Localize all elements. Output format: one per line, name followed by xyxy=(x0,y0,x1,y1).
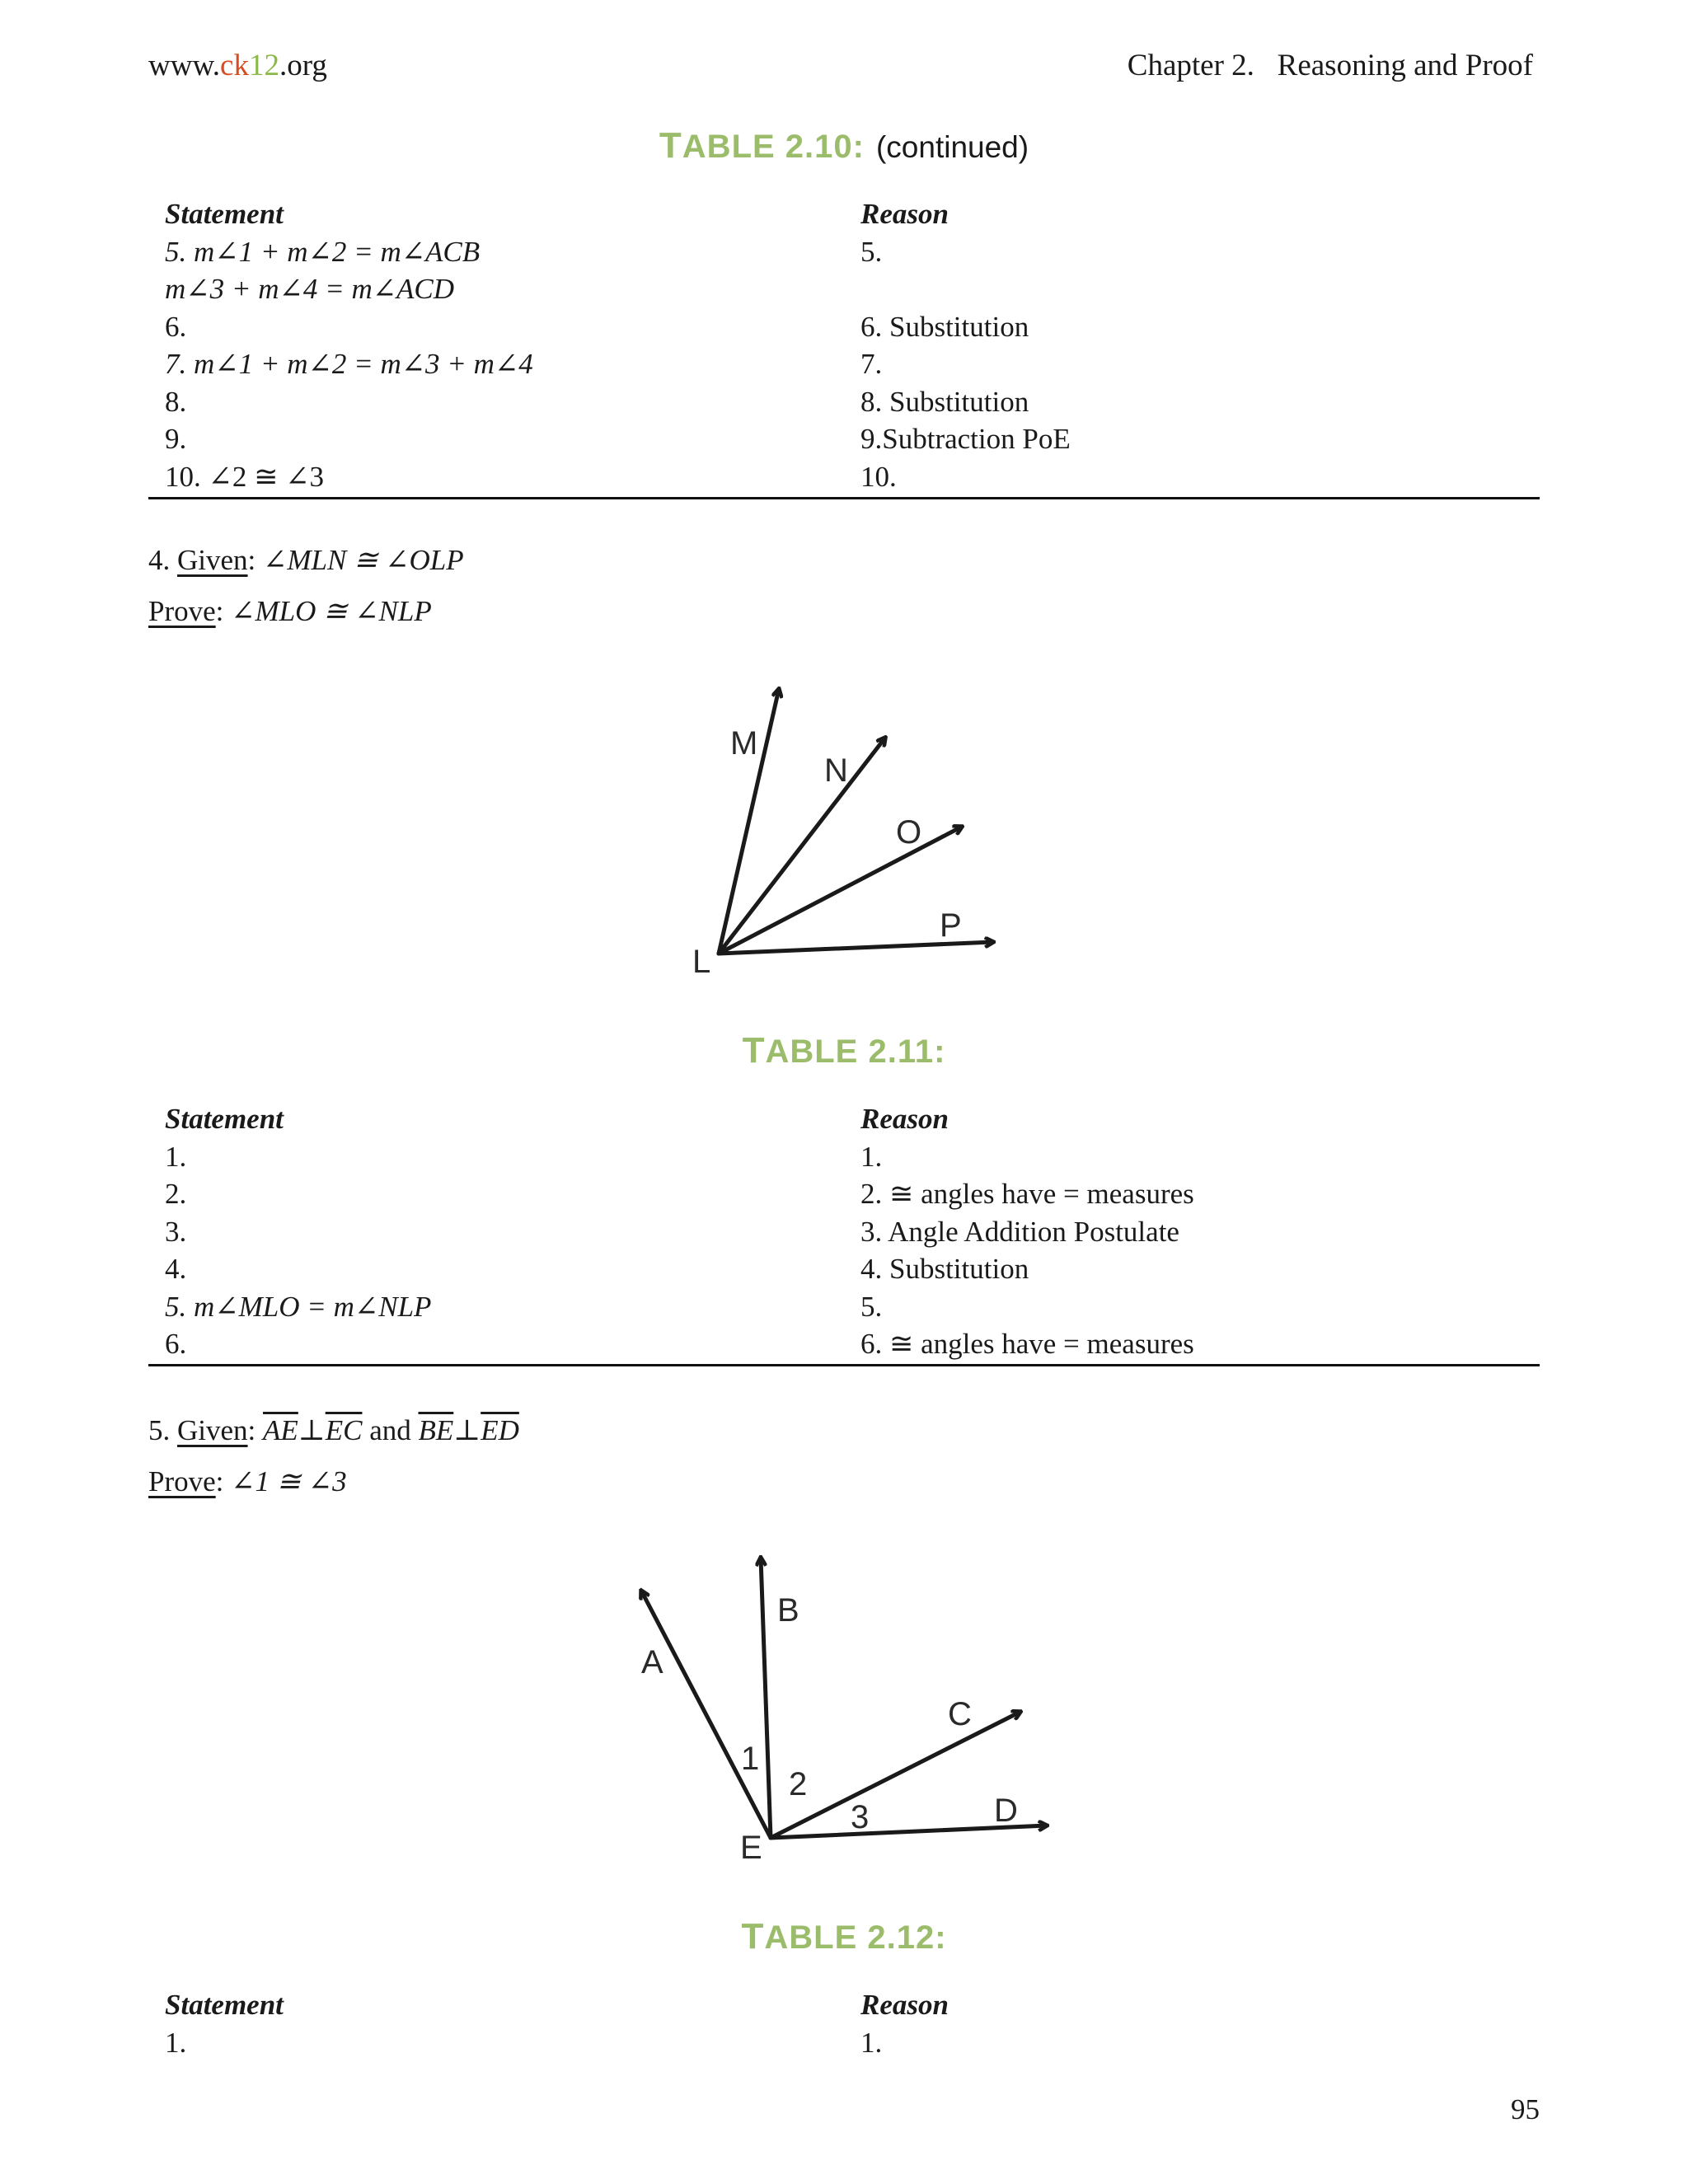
table-row: 10. ∠2 ≅ ∠3 10. xyxy=(165,460,897,493)
label-a: A xyxy=(641,1644,663,1680)
problem-4-prove: Prove: ∠MLO ≅ ∠NLP xyxy=(148,595,432,627)
table-2-11-caption: TABLE 2.11: xyxy=(742,1030,946,1071)
ray-ea xyxy=(641,1591,771,1838)
site-url: www.ck12.org xyxy=(148,49,327,82)
table-header-row: Statement Reason xyxy=(165,1103,949,1135)
table-2-10 xyxy=(165,195,1540,495)
chapter-header: Chapter 2. Reasoning and Proof xyxy=(1127,49,1533,82)
problem-4-given: 4. Given: ∠MLN ≅ ∠OLP xyxy=(148,544,464,576)
table-row: 1. 1. xyxy=(165,1140,883,1173)
ray-lp xyxy=(719,942,993,954)
label-o: O xyxy=(896,814,922,851)
table-2-11 xyxy=(165,1100,1540,1363)
table-row: 6. 6. ≅ angles have = measures xyxy=(165,1328,1194,1360)
page-number: 95 xyxy=(1511,2093,1540,2125)
label-p: P xyxy=(940,907,962,944)
table-2-12 xyxy=(165,1986,1540,2061)
label-l: L xyxy=(692,944,711,980)
table-row: 1. 1. xyxy=(165,2026,883,2059)
table-header-row: Statement Reason xyxy=(165,198,949,230)
ray-ec xyxy=(771,1712,1020,1838)
label-c: C xyxy=(948,1696,972,1732)
label-angle-2: 2 xyxy=(789,1766,808,1802)
label-angle-1: 1 xyxy=(741,1741,760,1777)
ray-eb xyxy=(761,1558,771,1838)
label-angle-3: 3 xyxy=(851,1799,870,1835)
problem-5-prove: Prove: ∠1 ≅ ∠3 xyxy=(148,1465,347,1497)
ray-lo xyxy=(719,827,962,954)
label-e: E xyxy=(740,1830,762,1866)
angles-mlnop-figure xyxy=(676,672,1022,985)
table-row: 5. m∠MLO = m∠NLP 5. xyxy=(165,1290,883,1323)
table-row: m∠3 + m∠4 = m∠ACD xyxy=(165,273,455,305)
angles-abcde-figure xyxy=(610,1541,1071,1871)
table-row: 4. 4. Substitution xyxy=(165,1253,1029,1285)
label-d: D xyxy=(994,1793,1018,1829)
table-row: 2. 2. ≅ angles have = measures xyxy=(165,1178,1194,1210)
table-bottom-rule xyxy=(148,497,1540,499)
table-row: 6. 6. Substitution xyxy=(165,310,1029,343)
table-row: 3. 3. Angle Addition Postulate xyxy=(165,1215,1179,1248)
table-row: 8. 8. Substitution xyxy=(165,385,1029,418)
label-n: N xyxy=(824,752,848,789)
table-bottom-rule xyxy=(148,1364,1540,1366)
table-2-10-caption: TABLE 2.10: (continued) xyxy=(659,125,1029,166)
label-b: B xyxy=(777,1592,799,1629)
label-m: M xyxy=(730,725,758,762)
table-row: 7. m∠1 + m∠2 = m∠3 + m∠4 7. xyxy=(165,348,883,380)
problem-5-given: 5. Given: $\overline{AE}\perp\overline{EC}$ and $\overline{BE}\perp\overline{ED}$ xyxy=(148,1414,519,1446)
table-row: 9. 9.Subtraction PoE xyxy=(165,423,1071,455)
table-2-12-caption: TABLE 2.12: xyxy=(741,1916,947,1957)
table-row: 5. m∠1 + m∠2 = m∠ACB 5. xyxy=(165,235,883,268)
table-header-row: Statement Reason xyxy=(165,1989,949,2021)
